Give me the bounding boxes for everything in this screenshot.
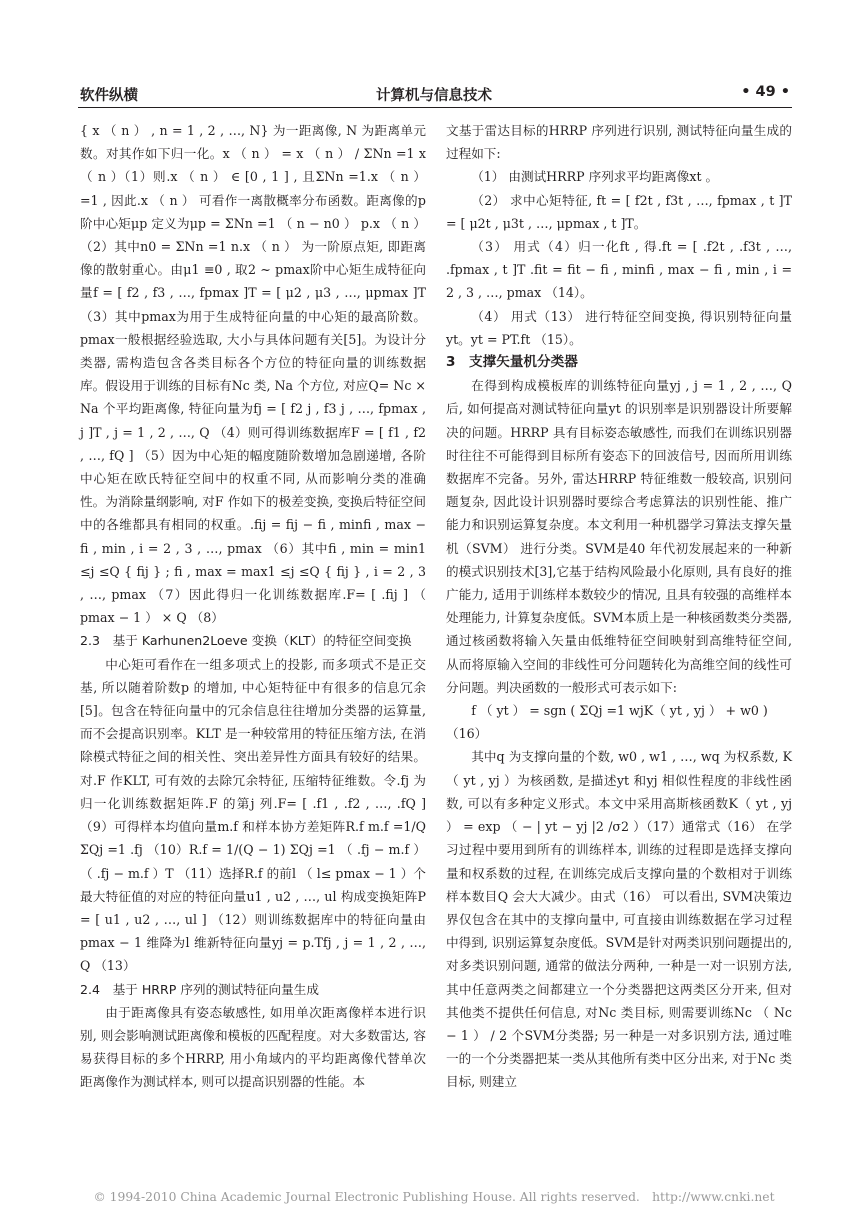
paragraph: 其中q 为支撑向量的个数, w0 , w1 , …, wq 为权系数, K（ yt , yj ）为核函数, 是描述yt 和yj 相似性程度的非线性函数, 可以有多种定义形式。本文中采用高斯核函数K（ yt , yj ） = exp （ − | yt − yj |2 /σ2 ）（17）通常式（16） 在学习过程中要用到所有的训练样本, 训练的过程即是选择支撑向量和权系数的过程, 在训练完成后支撑向量的个数相对于训练样本数目Q 会大大减少。由式（16） 可以看出, SVM决策边界仅包含在其中的支撑向量中, 可直接由训练数据在学习过程中得到, 识别运算复杂度低。SVM是针对两类识别问题提出的, 对多类识别问题, 通常的做法分两种, 一种是一对一识别方法, 其中任意两类之间都建立一个分类器把这两类区分开来, 但对其他类不提供任何信息, 对Nc 类目标, 则需要训练Nc （ Nc − 1 ） / 2 个SVM分类器; 另一种是一对多识别方法, 通过唯一的一个分类器把某一类从其他所有类中区分出来, 对于Nc 类目标, 则建立 [446,749,792,1090]
copyright-footer: © 1994-2010 China Academic Journal Electronic Publishing House. All rights reserved. http://www.cnki.net [93,1190,775,1204]
left-column [80,119,426,1094]
header-rule [78,107,792,108]
section-heading: 2.4 基于 HRRP 序列的测试特征向量生成 [80,981,319,997]
page-number: • 49 • [741,84,790,100]
paragraph: 中心矩可看作在一组多项式上的投影, 而多项式不是正交基, 所以随着阶数p 的增加, 中心矩特征中有很多的信息冗余[5]。包含在特征向量中的冗余信息往往增加分类器的运算量, 而不会提高识别率。KLT 是一种较常用的特征压缩方法, 在消除模式特征之间的相关性、突出差异性方面具有较好的结果。对.F 作KLT, 可有效的去除冗余特征, 压缩特征维数。令.fj 为归一化训练数据矩阵.F 的第j 列.F= [ .f1 , .f2 , …, .fQ ] （9）可得样本均值向量m.f 和样本协方差矩阵R.f m.f =1/Q ΣQj =1 .fj （10）R.f = 1/(Q − 1) ΣQj =1 （ .fj − m.f ）（ .fj − m.f ）T （11）选择R.f 的前l （ l≤ pmax − 1 ）个最大特征值的对应的特征向量u1 , u2 , …, ul 构成变换矩阵P = [ u1 , u2 , …, ul ] （12）则训练数据库中的特征向量由pmax − 1 维降为l 维新特征向量yj = p.Tfj , j = 1 , 2 , …, Q （13） [80,656,426,974]
journal-name: 软件纵横 [80,88,138,104]
paragraph: 在得到构成模板库的训练特征向量yj , j = 1 , 2 , …, Q 后, 如何提高对测试特征向量yt 的识别率是识别器设计所要解决的问题。HRRP 具有目标姿态敏感性, 而我们在训练识别器时往往不可能得到目标所有姿态下的回波信号, 因而所用训练数据库不完备。另外, 雷达HRRP 特征维数一般较高, 识别问题复杂, 因此设计识别器时要综合考虑算法的识别性能、推广能力和识别运算复杂度。本文利用一种机器学习算法支撑矢量机（SVM） 进行分类。SVM是40 年代初发展起来的一种新的模式识别技术[3],它基于结构风险最小化原则, 具有良好的推广能力, 适用于训练样本数较少的情况, 且具有较强的高维样本处理能力, 计算复杂度低。SVM本质上是一种核函数类分类器, 通过核函数将输入矢量由低维特征空间映射到高维特征空间, 从而将原输入空间的非线性可分问题转化为高维空间的线性可分问题。判决函数的一般形式可表示如下: [446,378,792,695]
list-item: （2） 求中心矩特征, ft = [ f2t , f3t , …, fpmax , t ]T = [ μ2t , μ3t , …, μpmax , t ]T。 [446,192,792,231]
paragraph: 文基于雷达目标的HRRP 序列进行识别, 测试特征向量生成的过程如下: [446,123,792,162]
right-column [446,119,792,1094]
paragraph: { x （ n ） , n = 1 , 2 , …, N} 为一距离像, N 为距离单元数。对其作如下归一化。x （ n ） = x （ n ） / ΣNn =1 x （ n ）（1）则.x （ n ） ∈ [0 , 1 ] , 且ΣNn =1.x （ n ） =1 , 因此.x （ n ） 可看作一离散概率分布函数。距离像的p 阶中心矩μp 定义为μp = ΣNn =1 （ n − n0 ） p.x （ n ）（2）其中n0 = ΣNn =1 n.x （ n ） 为一阶原点矩, 即距离像的散射重心。由μ1 ≡0 , 取2 ~ pmax阶中心矩生成特征向量f = [ f2 , f3 , …, fpmax ]T = [ μ2 , μ3 , …, μpmax ]T （3）其中pmax为用于生成特征向量的中心矩的最高阶数。pmax一般根据经验选取, 大小与具体问题有关[5]。为设计分类器, 需构造包含各类目标各个方位的特征向量的训练数据库。假设用于训练的目标有Nc 类, Na 个方位, 对应Q= Nc × Na 个平均距离像, 特征向量为fj = [ f2 j , f3 j , …, fpmax , j ]T , j = 1 , 2 , …, Q （4）则可得训练数据库F = [ f1 , f2 , …, fQ ] （5）因为中心矩的幅度随阶数增加急剧递增, 各阶中心矩在欧氏特征空间中的权重不同, 从而影响分类的准确性。为消除量纲影响, 对F 作如下的极差变换, 变换后特征空间中的各维都具有相同的权重。.fij = fij − fi , minfi , max − fi , min , i = 2 , 3 , …, pmax （6）其中fi , min = min1 ≤j ≤Q { fij } ; fi , max = max1 ≤j ≤Q { fij } , i = 2 , 3 , …, pmax （7）因此得归一化训练数据库.F= [ .fij ] （ pmax − 1 ） × Q （8） [80,123,426,626]
section-title: 计算机与信息技术 [376,88,492,104]
section-heading: 2.3 基于 Karhunen2Loeve 变换（KLT）的特征空间变换 [80,633,412,649]
list-item: （3） 用式（4）归一化ft , 得.ft = [ .f2t , .f3t , …, .fpmax , t ]T .fit = fit − fi , minfi , max − fi , min , i = 2 , 3 , …, pmax （14）。 [446,239,792,301]
section-heading: 3 支撑矢量机分类器 [446,354,578,371]
paragraph: 由于距离像具有姿态敏感性, 如用单次距离像样本进行识别, 则会影响测试距离像和模板的匹配程度。对大多数雷达, 容易获得目标的多个HRRP, 用小角域内的平均距离像代替单次距离像作为测试样本, 则可以提高识别器的性能。本 [80,1004,426,1090]
list-item: （4） 用式（13） 进行特征空间变换, 得识别特征向量yt。yt = PT.ft （15）。 [446,308,792,347]
equation: f （ yt ） = sgn ( ΣQj =1 wjK（ yt , yj ） + w0 )（16） [446,703,768,742]
list-item: （1） 由测试HRRP 序列求平均距离像xt 。 [471,169,719,185]
